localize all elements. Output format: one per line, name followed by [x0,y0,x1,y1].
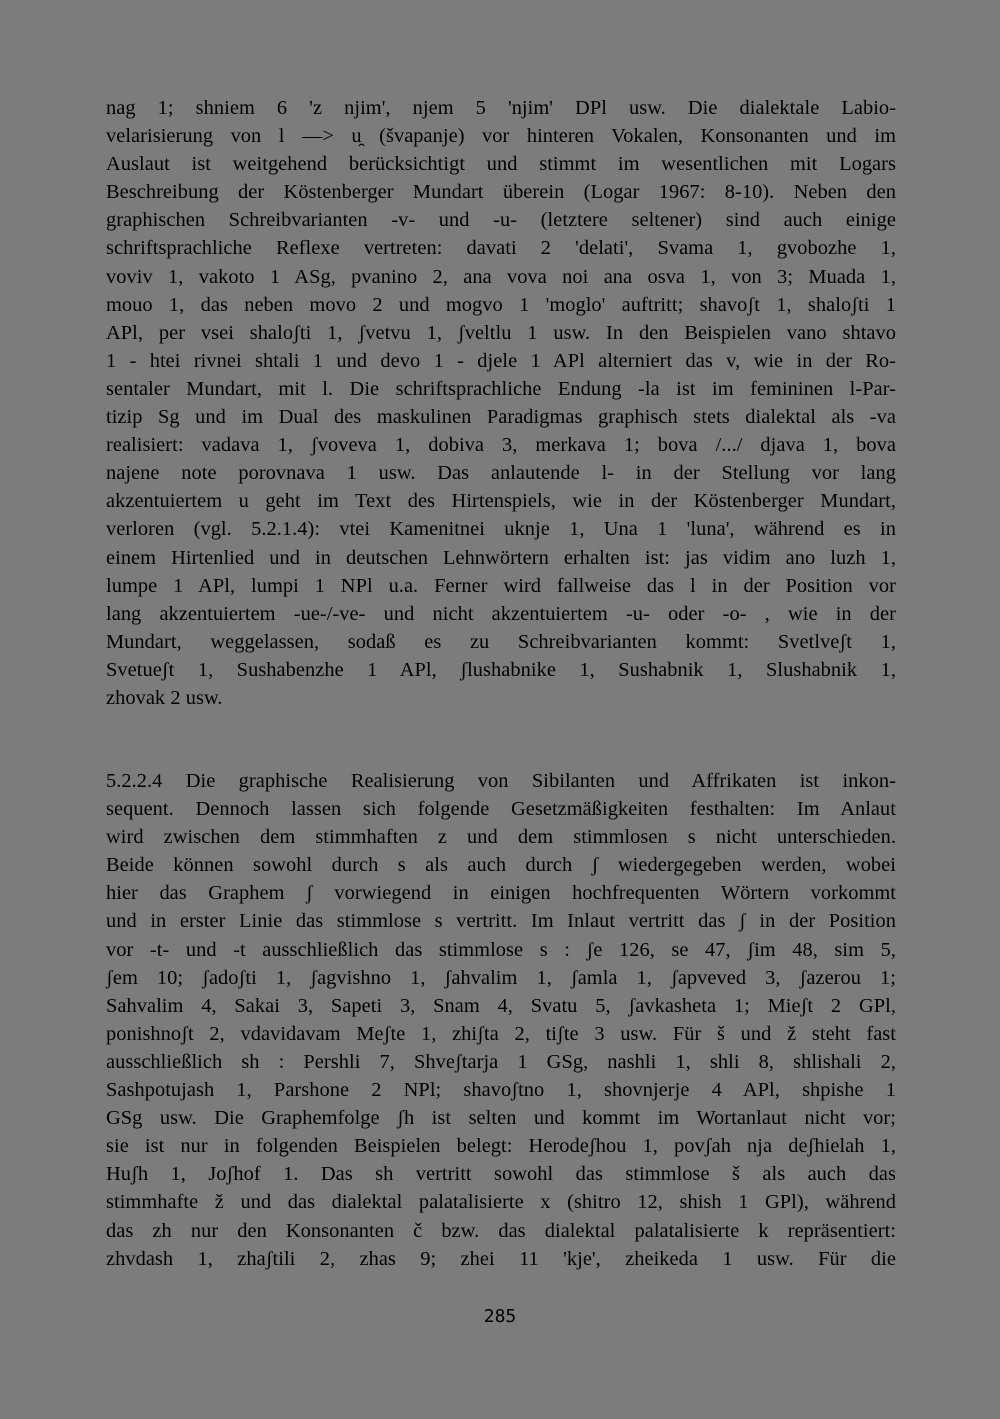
text-line: sentaler Mundart, mit l. Die schriftsprachliche Endung -la ist im femininen l-Par- [106,377,896,400]
text-line: Beschreibung der Köstenberger Mundart überein (Logar 1967: 8-10). Neben den [106,181,896,204]
text-line: tizip Sg und im Dual des maskulinen Paradigmas graphisch stets dialektal als -va [106,406,896,429]
text-line: schriftsprachliche Reflexe vertreten: davati 2 'delati', Svama 1, gvobozhe 1, [106,237,896,260]
text-line: GSg usw. Die Graphemfolge ʃh ist selten und kommt im Wortanlaut nicht vor; [106,1107,896,1130]
text-line: stimmhafte ž und das dialektal palatalisierte x (shitro 12, shish 1 GPl), während [106,1191,896,1214]
text-line: zhovak 2 usw. [106,686,223,709]
text-line: voviv 1, vakoto 1 ASg, pvanino 2, ana vova noi ana osva 1, von 3; Muada 1, [106,265,896,288]
text-line: zhvdash 1, zhaʃtili 2, zhas 9; zhei 11 'kje', zheikeda 1 usw. Für die [106,1247,896,1270]
text-line: Sashpotujash 1, Parshone 2 NPl; shavoʃtno 1, shovnjerje 4 APl, shpishe 1 [106,1079,896,1102]
text-line: hier das Graphem ʃ vorwiegend in einigen hochfrequenten Wörtern vorkommt [106,882,896,905]
text-line: 5.2.2.4 Die graphische Realisierung von Sibilanten und Affrikaten ist inkon- [106,770,896,792]
page-number: 285 [483,1306,517,1327]
text-line: einem Hirtenlied und in deutschen Lehnwörtern erhalten ist: jas vidim ano luzh 1, [106,546,896,569]
text-line: Beide können sowohl durch s als auch durch ʃ wiedergegeben werden, wobei [106,854,896,877]
text-line: lang akzentuiertem -ue-/-ve- und nicht akzentuiertem -u- oder -o- , wie in der [106,602,896,625]
text-line: und in erster Linie das stimmlose s vertritt. Im Inlaut vertritt das ʃ in der Position [106,910,896,933]
text-line: Huʃh 1, Joʃhof 1. Das sh vertritt sowohl das stimmlose š als auch das [106,1163,896,1186]
text-line: ponishnoʃt 2, vdavidavam Meʃte 1, zhiʃta 2, tiʃte 3 usw. Für š und ž steht fast [106,1022,896,1045]
text-line: mouo 1, das neben movo 2 und mogvo 1 'moglo' auftritt; shavoʃt 1, shaloʃti 1 [106,293,896,316]
text-line: najene note porovnava 1 usw. Das anlautende l- in der Stellung vor lang [106,462,896,485]
text-line: verloren (vgl. 5.2.1.4): vtei Kamenitnei uknje 1, Una 1 'luna', während es in [106,518,896,541]
text-line: graphischen Schreibvarianten -v- und -u- (letztere seltener) sind auch einige [106,209,896,232]
text-line: sie ist nur in folgenden Beispielen belegt: Herodeʃhou 1, povʃah nja deʃhielah 1, [106,1135,896,1158]
text-line: realisiert: vadava 1, ʃvoveva 1, dobiva 3, merkava 1; bova /.../ djava 1, bova [106,434,896,457]
text-line: nag 1; shniem 6 'z njim', njem 5 'njim' DPl usw. Die dialektale Labio- [106,97,896,119]
text-line: ʃem 10; ʃadoʃti 1, ʃagvishno 1, ʃahvalim 1, ʃamla 1, ʃapveved 3, ʃazerou 1; [106,966,896,989]
text-line: APl, per vsei shaloʃti 1, ʃvetvu 1, ʃveltlu 1 usw. In den Beispielen vano shtavo [106,321,896,344]
text-line: vor -t- und -t ausschließlich das stimmlose s : ʃe 126, se 47, ʃim 48, sim 5, [106,938,896,961]
text-line: Sahvalim 4, Sakai 3, Sapeti 3, Snam 4, Svatu 5, ʃavkasheta 1; Mieʃt 2 GPl, [106,994,896,1017]
text-line: Mundart, weggelassen, sodaß es zu Schreibvarianten kommt: Svetlveʃt 1, [106,630,896,653]
text-line: akzentuiertem u geht im Text des Hirtenspiels, wie in der Köstenberger Mundart, [106,490,896,513]
paragraph-1 [106,94,896,712]
text-line: velarisierung von l —> u̯ (švapanje) vor hinteren Vokalen, Konsonanten und im [106,125,896,148]
text-line: 1 - htei rivnei shtali 1 und devo 1 - djele 1 APl alterniert das v, wie in der Ro- [106,349,896,372]
text-line: ausschließlich sh : Pershli 7, Shveʃtarja 1 GSg, nashli 1, shli 8, shlishali 2, [106,1050,896,1073]
text-line: das zh nur den Konsonanten č bzw. das dialektal palatalisierte k repräsentiert: [106,1219,896,1242]
text-line: lumpe 1 APl, lumpi 1 NPl u.a. Ferner wird fallweise das l in der Position vor [106,574,896,597]
text-line: sequent. Dennoch lassen sich folgende Gesetzmäßigkeiten festhalten: Im Anlaut [106,798,896,821]
text-line: Svetueʃt 1, Sushabenzhe 1 APl, ʃlushabnike 1, Sushabnik 1, Slushabnik 1, [106,658,896,681]
text-line: wird zwischen dem stimmhaften z und dem stimmlosen s nicht unterschieden. [106,826,896,849]
paragraph-2 [106,767,896,1273]
text-line: Auslaut ist weitgehend berücksichtigt und stimmt im wesentlichen mit Logars [106,153,896,176]
